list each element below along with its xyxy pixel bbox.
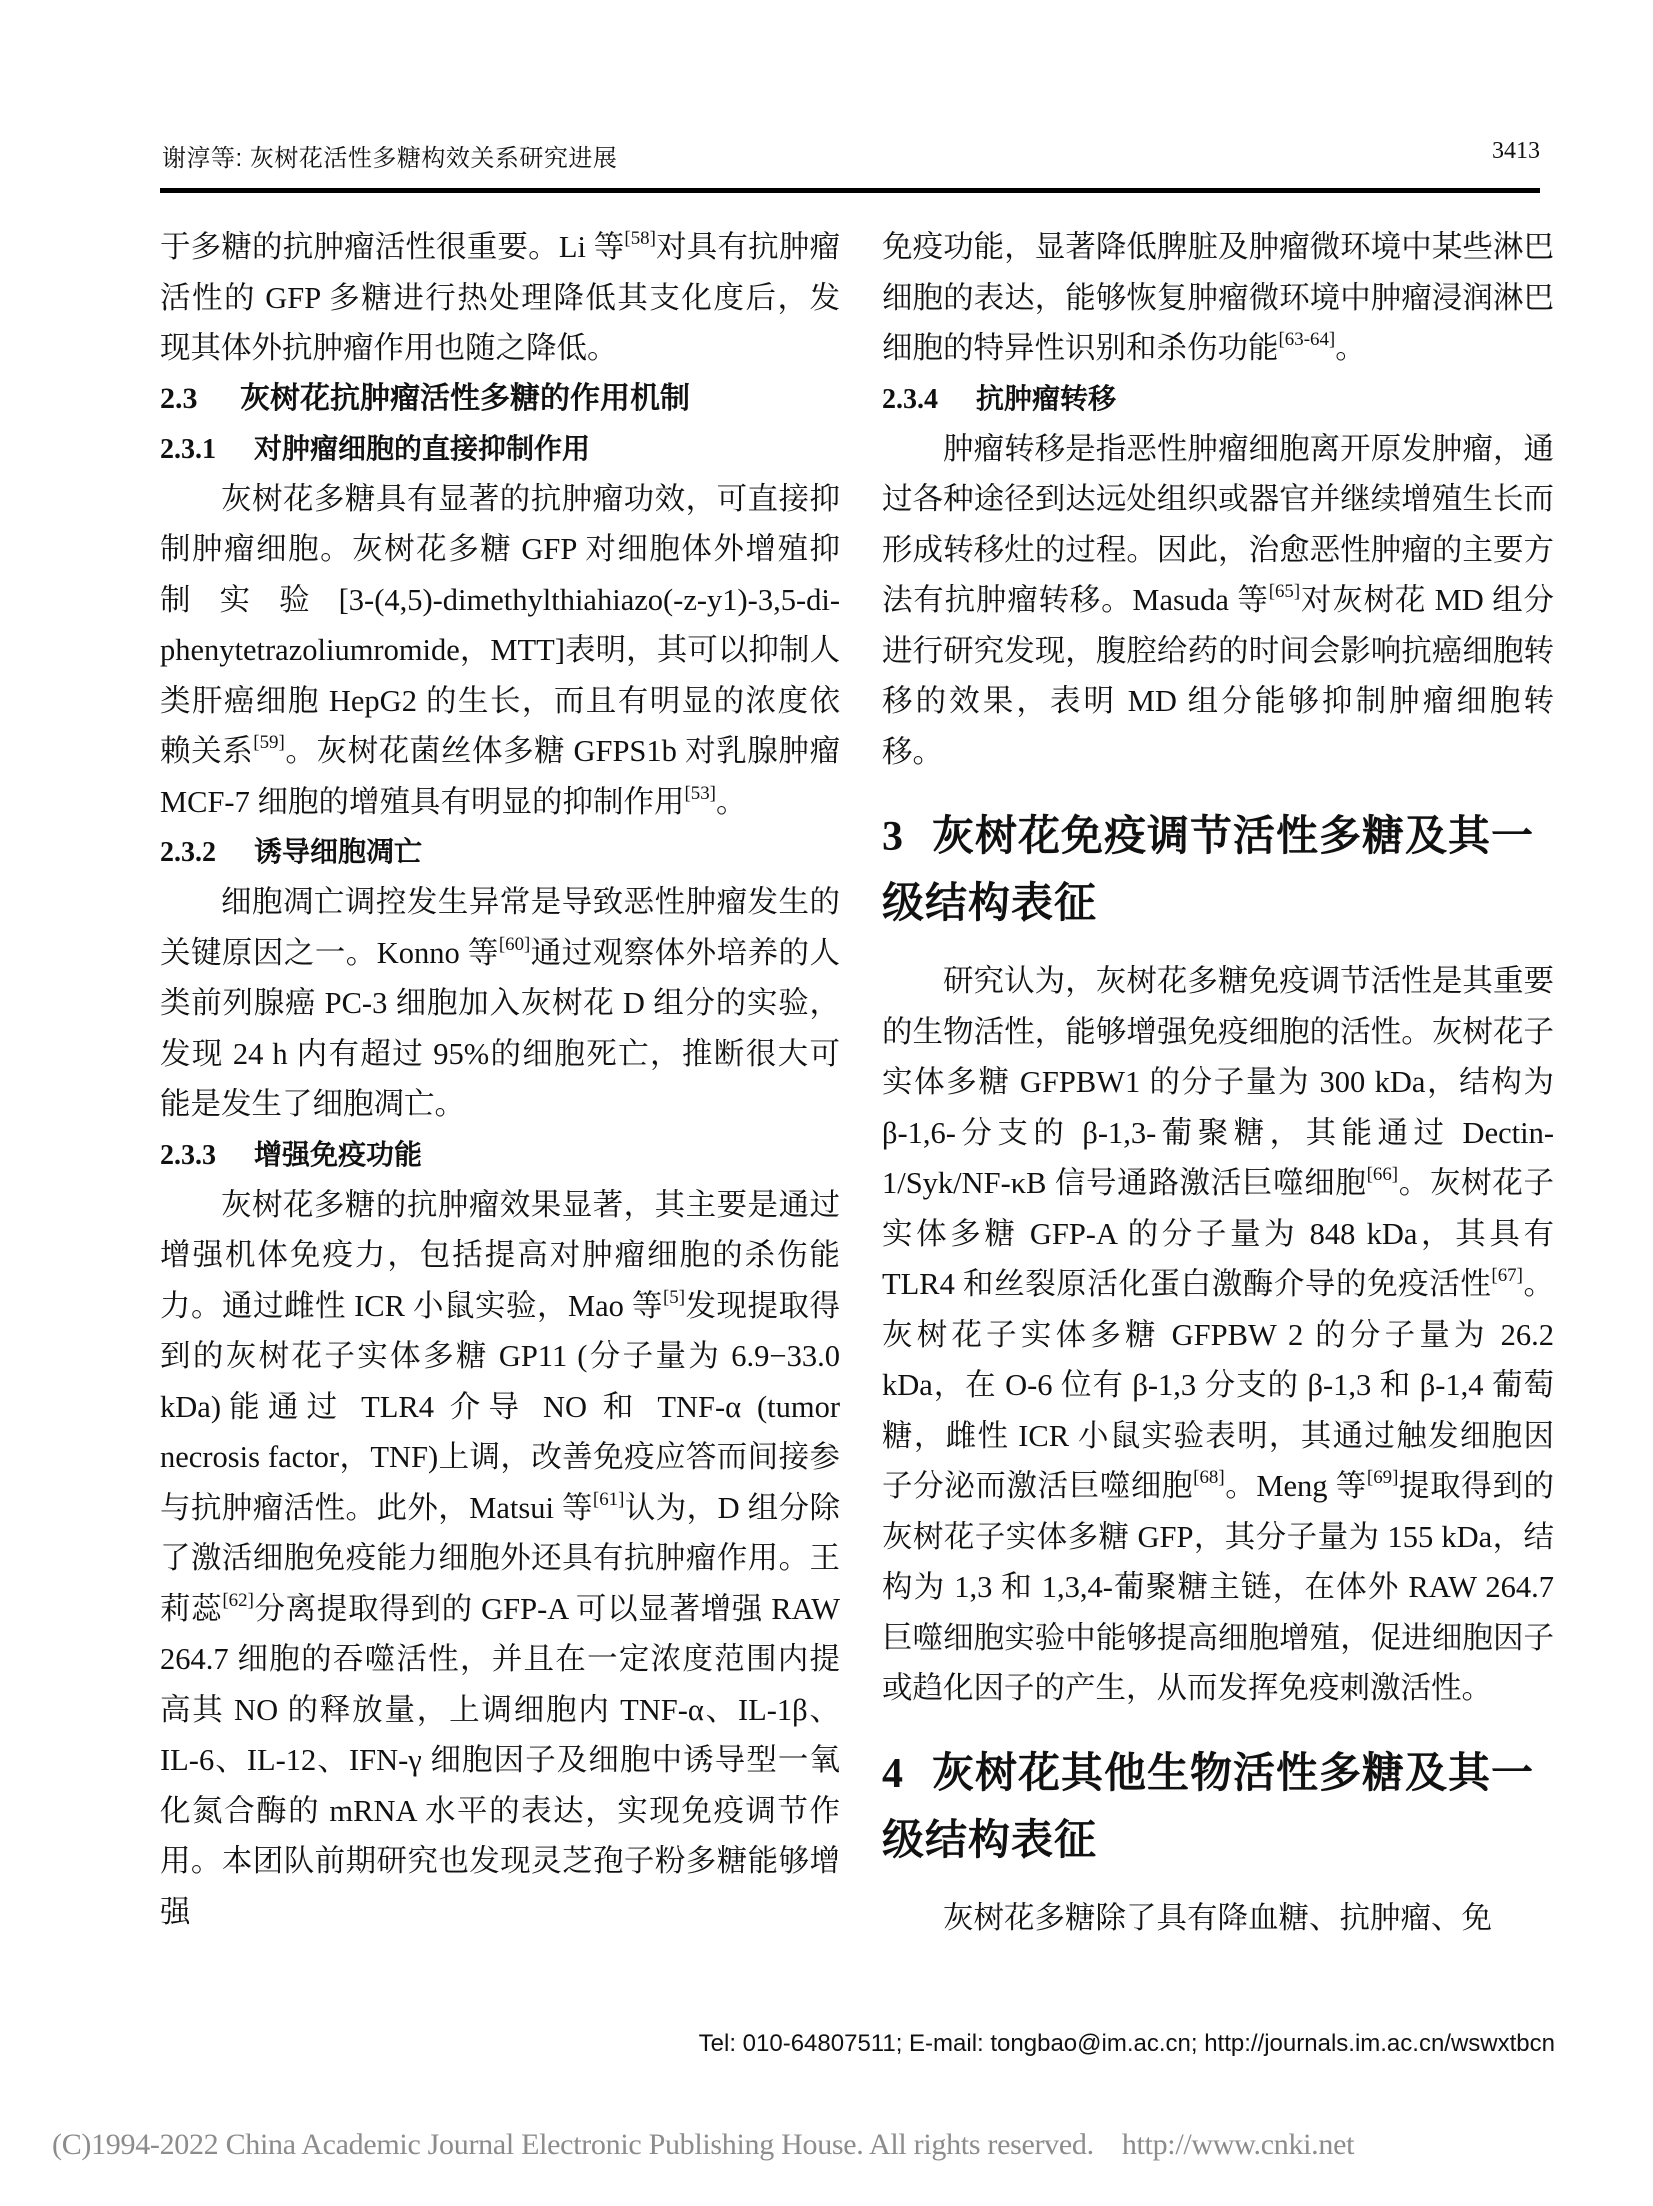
section-heading-4: 4 灰树花其他生物活性多糖及其一级结构表征 bbox=[882, 1747, 1535, 1864]
citation[interactable]: [67] bbox=[1491, 1264, 1523, 1286]
section-heading-2-3-4: 2.3.4 抗肿瘤转移 bbox=[882, 381, 1117, 415]
copyright-notice bbox=[52, 2128, 1354, 2162]
paragraph: 灰树花多糖的抗肿瘤效果显著，其主要是通过增强机体免疫力，包括提高对肿瘤细胞的杀伤能力。通过雌性 ICR 小鼠实验，Mao 等[5]发现提取得到的灰树花子实体多糖 GP11 (分子量为 6.9−33.0 kDa)能通过 TLR4 介导 NO 和 TNF-α (tumor necrosis factor，TNF)上调，改善免疫应答而间接参与抗肿瘤活性。此外，Matsui 等[61]认为，D 组分除了激活细胞免疫能力细胞外还具有抗肿瘤作用。王莉蕊[62]分离提取得到的 GFP-A 可以显著增强 RAW 264.7 细胞的吞噬活性，并且在一定浓度范围内提高其 NO 的释放量，上调细胞内 TNF-α、IL-1β、IL-6、IL-12、IFN-γ 细胞因子及细胞中诱导型一氧化氮合酶的 mRNA 水平的表达，实现免疫调节作用。本团队前期研究也发现灵芝孢子粉多糖能够增强 bbox=[160, 1187, 841, 1929]
paragraph: 灰树花多糖除了具有降血糖、抗肿瘤、免 bbox=[943, 1900, 1492, 1935]
citation[interactable]: [53] bbox=[684, 782, 716, 804]
citation[interactable]: [62] bbox=[222, 1589, 254, 1611]
section-heading-3: 3 灰树花免疫调节活性多糖及其一级结构表征 bbox=[882, 811, 1535, 927]
citation[interactable]: [58] bbox=[624, 227, 656, 249]
paragraph: 研究认为，灰树花多糖免疫调节活性是其重要的生物活性，能够增强免疫细胞的活性。灰树花子实体多糖 GFPBW1 的分子量为 300 kDa，结构为 β-1,6-分支的 β-1,3-葡聚糖，其能通过 Dectin-1/Syk/NF-κB 信号通路激活巨噬细胞[66]。灰树花子实体多糖 GFP-A 的分子量为 848 kDa，其具有 TLR4 和丝裂原活化蛋白激酶介导的免疫活性[67]。灰树花子实体多糖 GFPBW 2 的分子量为 26.2 kDa，在 O-6 位有 β-1,3 分支的 β-1,3 和 β-1,4 葡萄糖，雌性 ICR 小鼠实验表明，其通过触发细胞因子分泌而激活巨噬细胞[68]。Meng 等[69]提取得到的灰树花子实体多糖 GFP，其分子量为 155 kDa，结构为 1,3 和 1,3,4-葡聚糖主链，在体外 RAW 264.7 巨噬细胞实验中能够提高细胞增殖，促进细胞因子或趋化因子的产生，从而发挥免疫刺激活性。 bbox=[882, 964, 1555, 1705]
paragraph: 肿瘤转移是指恶性肿瘤细胞离开原发肿瘤，通过各种途径到达远处组织或器官并继续增殖生长而形成转移灶的过程。因此，治愈恶性肿瘤的主要方法有抗肿瘤转移。Masuda 等[65]对灰树花 MD 组分进行研究发现，腹腔给药的时间会影响抗癌细胞转移的效果，表明 MD 组分能够抑制肿瘤细胞转移。 bbox=[882, 431, 1554, 769]
section-heading-2-3-2: 2.3.2 诱导细胞凋亡 bbox=[160, 835, 423, 868]
section-heading-2-3-3: 2.3.3 增强免疫功能 bbox=[160, 1137, 423, 1171]
left-column bbox=[160, 222, 840, 1937]
footer-contact: Tel: 010-64807511; E-mail: tongbao@im.ac.cn; http://journals.im.ac.cn/wswxtbcn bbox=[698, 2030, 1555, 2057]
citation[interactable]: [60] bbox=[498, 933, 531, 955]
citation[interactable]: [66] bbox=[1366, 1163, 1399, 1185]
citation[interactable]: [59] bbox=[253, 731, 285, 753]
running-title: 谢淳等: 灰树花活性多糖构效关系研究进展 bbox=[162, 145, 618, 172]
page-number: 3413 bbox=[1492, 138, 1540, 164]
citation[interactable]: [65] bbox=[1268, 580, 1301, 602]
paragraph: 灰树花多糖具有显著的抗肿瘤功效，可直接抑制肿瘤细胞。灰树花多糖 GFP 对细胞体外增殖抑制实验[3-(4,5)-dimethylthiahiazo(-z-y1)-3,5-di-phenytetrazoliumromide，MTT]表明，其可以抑制人类肝癌细胞 HepG2 的生长，而且有明显的浓度依赖关系[59]。灰树花菌丝体多糖 GFPS1b 对乳腺肿瘤 MCF-7 细胞的增殖具有明显的抑制作用[53]。 bbox=[160, 481, 840, 819]
citation[interactable]: [5] bbox=[663, 1286, 686, 1308]
copyright-text: (C)1994-2022 China Academic Journal Electronic Publishing House. All rights reserved. bbox=[52, 2128, 1094, 2161]
cnki-link[interactable]: http://www.cnki.net bbox=[1121, 2128, 1355, 2161]
citation[interactable]: [63-64] bbox=[1278, 328, 1336, 350]
paragraph: 于多糖的抗肿瘤活性很重要。Li 等[58]对具有抗肿瘤活性的 GFP 多糖进行热处理降低其支化度后，发现其体外抗肿瘤作用也随之降低。 bbox=[160, 227, 840, 365]
citation[interactable]: [61] bbox=[592, 1488, 625, 1510]
citation[interactable]: [68] bbox=[1193, 1466, 1225, 1488]
paragraph: 免疫功能，显著降低脾脏及肿瘤微环境中某些淋巴细胞的表达，能够恢复肿瘤微环境中肿瘤浸润淋巴细胞的特异性识别和杀伤功能[63-64]。 bbox=[882, 230, 1554, 365]
citation[interactable]: [69] bbox=[1366, 1466, 1399, 1488]
running-header bbox=[162, 138, 1540, 178]
section-heading-2-3: 2.3 灰树花抗肿瘤活性多糖的作用机制 bbox=[160, 381, 690, 415]
header-rule bbox=[160, 188, 1540, 193]
section-heading-2-3-1: 2.3.1 对肿瘤细胞的直接抑制作用 bbox=[160, 431, 591, 465]
right-column bbox=[882, 222, 1554, 1943]
paragraph: 细胞凋亡调控发生异常是导致恶性肿瘤发生的关键原因之一。Konno 等[60]通过观察体外培养的人类前列腺癌 PC-3 细胞加入灰树花 D 组分的实验，发现 24 h 内有超过 95%的细胞死亡，推断很大可能是发生了细胞凋亡。 bbox=[160, 885, 840, 1121]
